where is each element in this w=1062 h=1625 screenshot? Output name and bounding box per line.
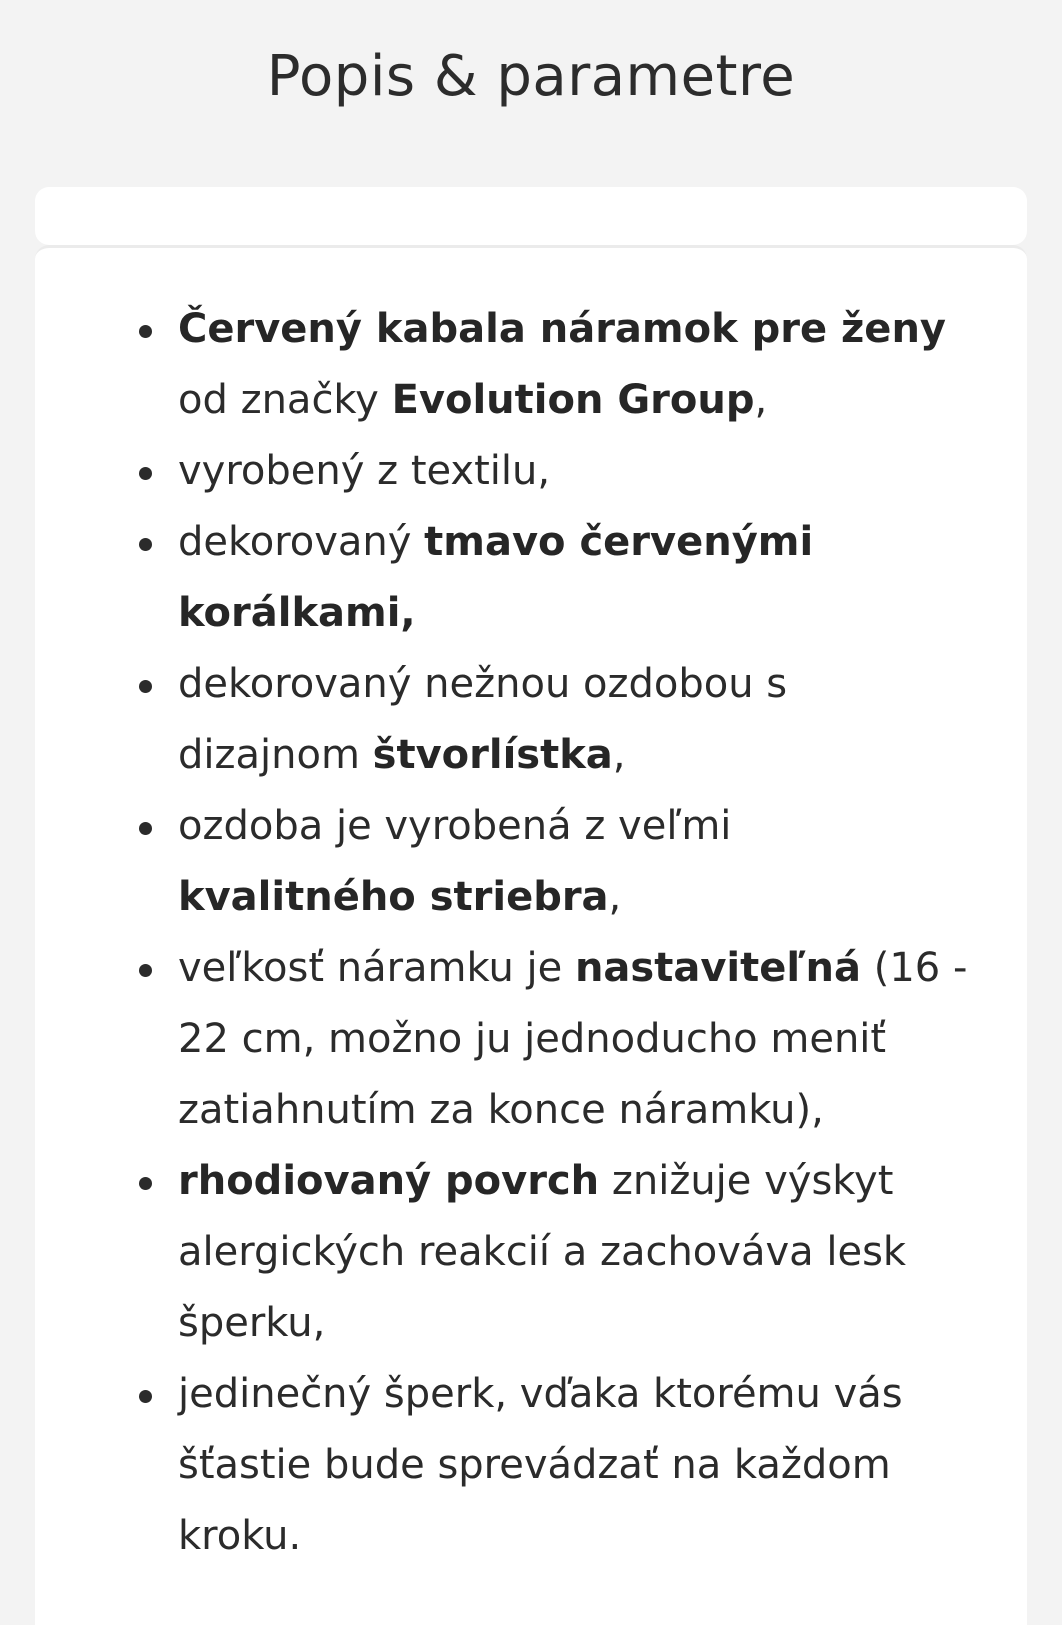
list-item <box>137 1146 977 1359</box>
list-item <box>137 649 977 791</box>
item-text: jedinečný šperk, vďaka ktorému vás šťastie bude sprevádzať na každom kroku. <box>178 1371 903 1559</box>
item-text: vyrobený z textilu, <box>178 448 551 494</box>
item-text: ozdoba je vyrobená z veľmi <box>178 803 732 849</box>
item-text-bold: tmavo červenými korálkami, <box>178 519 814 636</box>
item-text-bold: štvorlístka <box>372 732 613 778</box>
item-text-bold: Červený kabala náramok pre ženy <box>178 306 946 352</box>
list-item <box>137 294 977 436</box>
item-text-bold: kvalitného striebra <box>178 874 609 920</box>
item-text: veľkosť náramku je <box>178 945 575 991</box>
item-text: , <box>754 377 768 423</box>
item-text: dekorovaný nežnou ozdobou s dizajnom <box>178 661 788 778</box>
item-text: dekorovaný <box>178 519 425 565</box>
item-text: , <box>608 874 622 920</box>
list-item <box>137 933 977 1146</box>
page-title: Popis & parametre <box>266 44 796 109</box>
item-text: znižuje výskyt alergických reakcií a zachováva lesk šperku, <box>178 1158 907 1346</box>
item-text-bold: rhodiovaný povrch <box>178 1158 600 1204</box>
description-list <box>137 294 977 1572</box>
list-item <box>137 436 977 507</box>
list-item <box>137 791 977 933</box>
item-text-bold: nastaviteľná <box>574 945 862 991</box>
list-item <box>137 1359 977 1572</box>
item-text: (16 - 22 cm, možno ju jednoducho meniť zatiahnutím za konce náramku), <box>178 945 968 1133</box>
list-item <box>137 507 977 649</box>
brand-name: Evolution Group <box>391 377 755 423</box>
card-header-strip <box>35 187 1027 245</box>
item-text: od značky <box>178 377 392 423</box>
item-text: , <box>612 732 626 778</box>
